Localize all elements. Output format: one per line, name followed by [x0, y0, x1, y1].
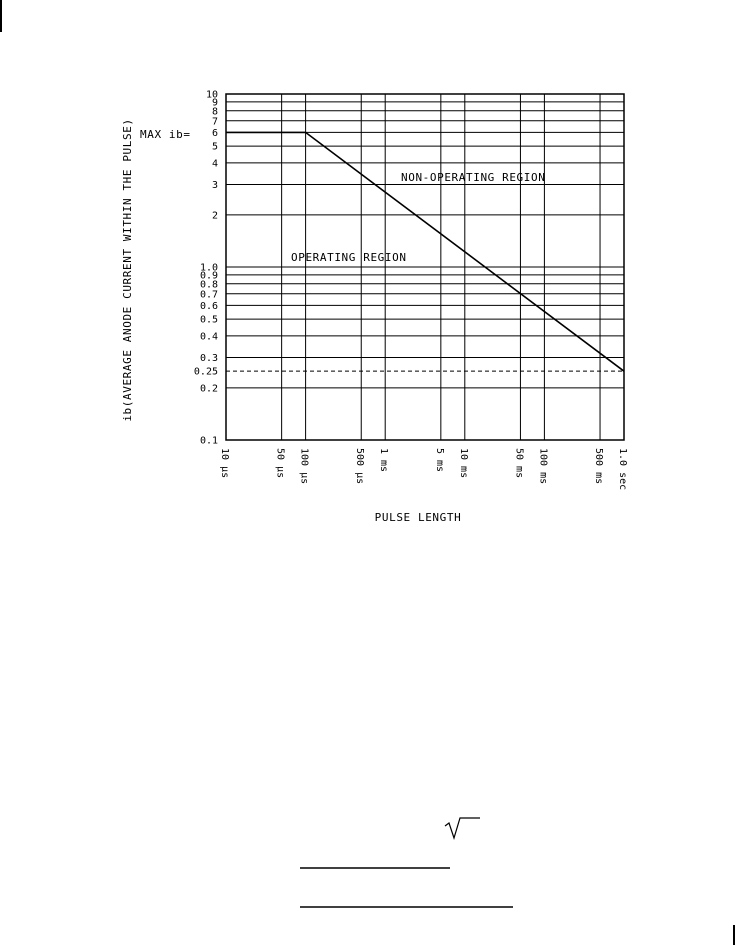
scan-edge-mark-bottom: [733, 925, 735, 945]
max-ib-annotation: MAX ib=: [140, 128, 191, 141]
y-axis-title: ib(AVERAGE ANODE CURRENT WITHIN THE PULSE): [121, 118, 134, 422]
y-tick-label-6: 6: [211, 127, 218, 139]
y-tick-label-10: 10: [205, 89, 218, 101]
x-tick-label-1-ms: 1 ms: [378, 448, 390, 473]
x-tick-label-100-ms: 100 ms: [537, 448, 549, 485]
x-tick-labels: [219, 448, 628, 490]
y-tick-label-9: 9: [211, 97, 218, 109]
y-tick-label-3: 3: [211, 179, 218, 191]
operating-region-label: OPERATING REGION: [291, 251, 407, 264]
y-tick-label-0-7: 0.7: [199, 289, 218, 301]
x-tick-label-50-s: 50 µs: [274, 448, 286, 479]
grid-lines: [226, 94, 624, 440]
x-tick-label-10-s: 10 µs: [219, 448, 230, 479]
y-tick-label-0-5: 0.5: [199, 314, 218, 326]
x-tick-label-100-s: 100 µs: [298, 448, 310, 485]
radical-sign: [445, 818, 480, 838]
y-tick-label-5: 5: [211, 141, 218, 153]
x-tick-label-5-ms: 5 ms: [433, 448, 445, 473]
y-tick-label-0-9: 0.9: [199, 270, 218, 282]
y-tick-label-0-6: 0.6: [199, 300, 218, 312]
x-tick-label-500-ms: 500 ms: [593, 448, 605, 485]
x-tick-label-1-0-sec: 1.0 sec: [617, 448, 628, 491]
y-tick-label-1-0: 1.0: [199, 262, 218, 274]
y-tick-labels: [194, 90, 218, 447]
y-tick-label-2: 2: [211, 210, 218, 222]
y-tick-label-0-3: 0.3: [199, 352, 218, 364]
y-tick-label-0-8: 0.8: [199, 279, 218, 291]
y-tick-label-0-4: 0.4: [199, 331, 218, 343]
non-operating-region-label: NON-OPERATING REGION: [401, 171, 546, 184]
x-tick-label-500-s: 500 µs: [354, 448, 366, 485]
scan-edge-mark-top: [0, 0, 2, 32]
y-tick-label-0-2: 0.2: [199, 383, 218, 395]
x-axis-title: PULSE LENGTH: [374, 511, 462, 524]
y-tick-label-0-25: 0.25: [193, 366, 218, 378]
y-tick-label-4: 4: [211, 158, 218, 170]
x-tick-label-50-ms: 50 ms: [513, 448, 525, 479]
x-tick-label-10-ms: 10 ms: [457, 448, 469, 479]
y-tick-label-7: 7: [211, 116, 218, 128]
y-tick-label-0-1: 0.1: [199, 435, 218, 447]
y-tick-label-8: 8: [211, 106, 218, 118]
